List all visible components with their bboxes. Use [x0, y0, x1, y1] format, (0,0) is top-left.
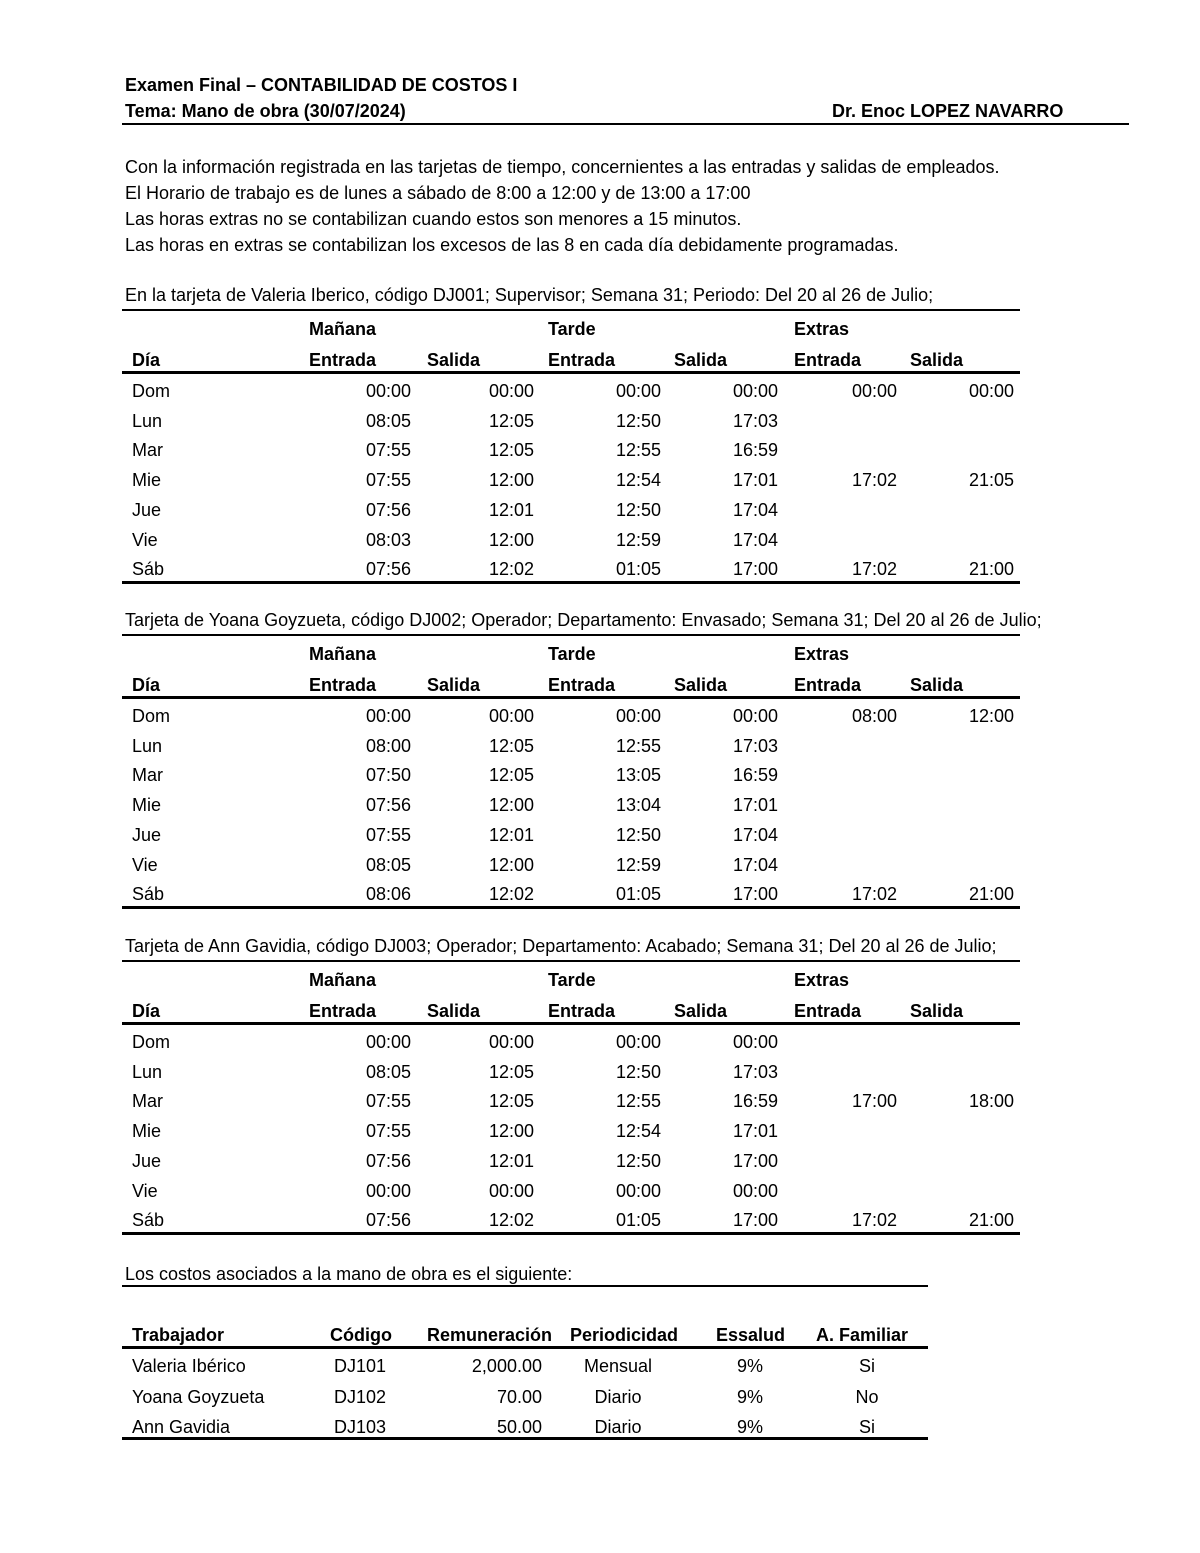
time-cell: 07:55 [365, 440, 411, 461]
col-header-dia: Día [132, 350, 161, 370]
col-header-entrada: Entrada [794, 1001, 862, 1021]
costs-cell: 70.00 [496, 1386, 542, 1407]
intro-line: Las horas extras no se contabilizan cuando estos son menores a 15 minutos. [125, 209, 742, 229]
time-cell: 17:04 [732, 529, 778, 550]
time-cell: 17:02 [851, 1210, 897, 1231]
time-cell: 16:59 [732, 765, 778, 786]
card-header-rule [122, 696, 1020, 699]
day-cell: Jue [132, 499, 162, 520]
col-header-dia: Día [132, 675, 161, 695]
costs-header-rule [122, 1346, 928, 1349]
time-cell: 17:00 [732, 1150, 778, 1171]
col-header-salida: Salida [674, 1001, 728, 1021]
exam-author: Dr. Enoc LOPEZ NAVARRO [832, 101, 1064, 121]
time-cell: 17:04 [732, 824, 778, 845]
day-cell: Lun [132, 735, 163, 756]
time-cell: 08:05 [365, 854, 411, 875]
group-header-manana: Mañana [309, 319, 377, 339]
time-cell: 17:00 [732, 884, 778, 905]
group-header-tarde: Tarde [548, 319, 596, 339]
col-header-salida: Salida [427, 1001, 481, 1021]
time-cell: 12:50 [615, 1150, 661, 1171]
time-cell: 12:05 [488, 1061, 534, 1082]
costs-cell: 50.00 [496, 1417, 542, 1437]
costs-cell: DJ101 [334, 1356, 387, 1376]
card-caption: Tarjeta de Yoana Goyzueta, código DJ002; Operador; Departamento: Envasado; Semana 31; Del 20 al 26 de Julio; [125, 610, 1042, 630]
time-cell: 17:00 [851, 1091, 897, 1112]
costs-cell: 9% [736, 1417, 763, 1437]
time-cell: 00:00 [615, 706, 661, 726]
time-cell: 18:00 [968, 1091, 1014, 1112]
time-cell: 17:01 [732, 1121, 778, 1142]
time-cell: 17:04 [732, 854, 778, 875]
time-cell: 17:02 [851, 884, 897, 905]
time-cell: 07:56 [365, 1210, 411, 1231]
time-cell: 12:55 [615, 440, 661, 461]
costs-cell: Valeria Ibérico [132, 1356, 246, 1376]
card-bottom-rule [122, 906, 1020, 909]
costs-cell: Si [858, 1356, 875, 1376]
time-cell: 00:00 [615, 1032, 661, 1052]
header-divider [122, 123, 1129, 125]
time-cell: 12:01 [488, 499, 534, 520]
time-cell: 17:04 [732, 499, 778, 520]
costs-cell: Mensual [583, 1356, 653, 1376]
time-cell: 07:55 [365, 824, 411, 845]
group-header-manana: Mañana [309, 970, 377, 990]
col-header-salida: Salida [427, 675, 481, 695]
time-cell: 00:00 [615, 381, 661, 401]
day-cell: Mie [132, 470, 162, 491]
costs-col-header: Código [330, 1325, 392, 1345]
day-cell: Sáb [132, 559, 165, 580]
time-cell: 13:04 [615, 795, 661, 816]
intro-line: El Horario de trabajo es de lunes a sábado de 8:00 a 12:00 y de 13:00 a 17:00 [125, 183, 751, 203]
time-cell: 12:05 [488, 765, 534, 786]
col-header-entrada: Entrada [794, 350, 862, 370]
time-cell: 00:00 [851, 381, 897, 401]
time-cell: 08:05 [365, 1061, 411, 1082]
costs-col-header: Remuneración [427, 1325, 553, 1345]
time-cell: 12:50 [615, 499, 661, 520]
time-cell: 17:01 [732, 470, 778, 491]
col-header-entrada: Entrada [309, 1001, 377, 1021]
day-cell: Mie [132, 795, 162, 816]
time-cell: 08:05 [365, 410, 411, 431]
time-cell: 00:00 [365, 381, 411, 401]
time-cell: 12:54 [615, 470, 661, 491]
costs-cell: Diario [594, 1417, 642, 1437]
time-cell: 12:05 [488, 735, 534, 756]
costs-cell: DJ102 [334, 1386, 387, 1407]
group-header-extras: Extras [794, 644, 850, 664]
time-cell: 12:02 [488, 1210, 534, 1231]
time-cell: 00:00 [488, 1032, 534, 1052]
time-cell: 07:56 [365, 1150, 411, 1171]
time-cell: 07:50 [365, 765, 411, 786]
col-header-salida: Salida [910, 1001, 964, 1021]
time-cell: 12:00 [488, 529, 534, 550]
time-cell: 08:00 [851, 706, 897, 726]
day-cell: Lun [132, 410, 163, 431]
time-cell: 12:50 [615, 1061, 661, 1082]
costs-cell: No [855, 1386, 879, 1407]
costs-col-header: A. Familiar [816, 1325, 909, 1345]
time-cell: 07:56 [365, 795, 411, 816]
col-header-salida: Salida [427, 350, 481, 370]
group-header-tarde: Tarde [548, 644, 596, 664]
group-header-extras: Extras [794, 970, 850, 990]
time-cell: 01:05 [615, 884, 661, 905]
time-cell: 12:02 [488, 559, 534, 580]
time-cell: 07:55 [365, 470, 411, 491]
time-cell: 07:56 [365, 559, 411, 580]
costs-cell: Diario [594, 1386, 642, 1407]
time-cell: 12:50 [615, 410, 661, 431]
col-header-entrada: Entrada [309, 675, 377, 695]
time-cell: 12:05 [488, 410, 534, 431]
day-cell: Mar [132, 1091, 163, 1112]
day-cell: Sáb [132, 884, 165, 905]
col-header-entrada: Entrada [548, 350, 616, 370]
day-cell: Vie [132, 1180, 158, 1201]
day-cell: Lun [132, 1061, 163, 1082]
time-cell: 00:00 [732, 706, 778, 726]
time-cell: 00:00 [488, 1180, 534, 1201]
costs-cell: 9% [736, 1356, 763, 1376]
time-cell: 17:00 [732, 1210, 778, 1231]
col-header-entrada: Entrada [548, 675, 616, 695]
day-cell: Mar [132, 765, 163, 786]
time-cell: 12:54 [615, 1121, 661, 1142]
group-header-tarde: Tarde [548, 970, 596, 990]
time-cell: 12:50 [615, 824, 661, 845]
col-header-entrada: Entrada [309, 350, 377, 370]
time-cell: 17:03 [732, 735, 778, 756]
time-cell: 17:00 [732, 559, 778, 580]
col-header-salida: Salida [910, 675, 964, 695]
time-cell: 00:00 [365, 706, 411, 726]
col-header-salida: Salida [674, 675, 728, 695]
time-cell: 00:00 [968, 381, 1014, 401]
day-cell: Mar [132, 440, 163, 461]
col-header-entrada: Entrada [548, 1001, 616, 1021]
costs-cell: Si [858, 1417, 875, 1437]
costs-cell: Ann Gavidia [132, 1417, 231, 1437]
card-header-rule [122, 371, 1020, 374]
day-cell: Jue [132, 1150, 162, 1171]
costs-bottom-rule [122, 1437, 928, 1440]
col-header-dia: Día [132, 1001, 161, 1021]
time-cell: 12:00 [488, 854, 534, 875]
card-bottom-rule [122, 581, 1020, 584]
time-cell: 00:00 [488, 381, 534, 401]
card-caption-rule [122, 634, 1020, 636]
time-cell: 12:00 [488, 795, 534, 816]
time-cell: 12:00 [968, 706, 1014, 726]
card-caption-rule [122, 309, 1020, 311]
time-cell: 17:02 [851, 559, 897, 580]
card-bottom-rule [122, 1232, 1020, 1235]
card-header-rule [122, 1022, 1020, 1025]
card-caption-rule [122, 960, 1020, 962]
time-cell: 07:56 [365, 499, 411, 520]
time-cell: 21:05 [968, 470, 1014, 491]
time-cell: 21:00 [968, 1210, 1014, 1231]
costs-caption: Los costos asociados a la mano de obra es el siguiente: [125, 1264, 573, 1284]
day-cell: Dom [132, 706, 171, 726]
costs-cell: 9% [736, 1386, 763, 1407]
time-cell: 08:03 [365, 529, 411, 550]
time-cell: 01:05 [615, 1210, 661, 1231]
time-cell: 21:00 [968, 884, 1014, 905]
time-cell: 00:00 [488, 706, 534, 726]
time-cell: 13:05 [615, 765, 661, 786]
time-cell: 12:05 [488, 1091, 534, 1112]
time-cell: 08:06 [365, 884, 411, 905]
costs-cell: Yoana Goyzueta [132, 1386, 265, 1407]
costs-col-header: Trabajador [132, 1325, 225, 1345]
day-cell: Jue [132, 824, 162, 845]
time-cell: 08:00 [365, 735, 411, 756]
costs-cell: DJ103 [334, 1417, 387, 1437]
time-cell: 00:00 [732, 1180, 778, 1201]
time-cell: 17:02 [851, 470, 897, 491]
costs-col-header: Periodicidad [570, 1325, 679, 1345]
card-caption: Tarjeta de Ann Gavidia, código DJ003; Operador; Departamento: Acabado; Semana 31; Del 20 al 26 de Julio; [125, 936, 997, 956]
time-cell: 00:00 [732, 381, 778, 401]
time-cell: 21:00 [968, 559, 1014, 580]
time-cell: 01:05 [615, 559, 661, 580]
col-header-salida: Salida [910, 350, 964, 370]
time-cell: 00:00 [732, 1032, 778, 1052]
time-cell: 17:03 [732, 1061, 778, 1082]
time-cell: 12:00 [488, 470, 534, 491]
card-caption: En la tarjeta de Valeria Iberico, código DJ001; Supervisor; Semana 31; Periodo: Del 20 al 26 de Julio; [125, 285, 934, 305]
time-cell: 12:55 [615, 735, 661, 756]
costs-cell: 2,000.00 [471, 1356, 542, 1376]
exam-topic: Tema: Mano de obra (30/07/2024) [125, 101, 406, 121]
col-header-entrada: Entrada [794, 675, 862, 695]
time-cell: 12:01 [488, 1150, 534, 1171]
time-cell: 12:00 [488, 1121, 534, 1142]
time-cell: 00:00 [365, 1032, 411, 1052]
costs-caption-rule [122, 1285, 928, 1287]
time-cell: 12:59 [615, 854, 661, 875]
time-cell: 17:01 [732, 795, 778, 816]
group-header-manana: Mañana [309, 644, 377, 664]
time-cell: 07:55 [365, 1121, 411, 1142]
time-cell: 16:59 [732, 1091, 778, 1112]
day-cell: Dom [132, 381, 171, 401]
day-cell: Mie [132, 1121, 162, 1142]
day-cell: Vie [132, 529, 158, 550]
time-cell: 00:00 [365, 1180, 411, 1201]
intro-line: Las horas en extras se contabilizan los excesos de las 8 en cada día debidamente programadas. [125, 235, 899, 255]
time-cell: 00:00 [615, 1180, 661, 1201]
day-cell: Vie [132, 854, 158, 875]
time-cell: 12:01 [488, 824, 534, 845]
time-cell: 16:59 [732, 440, 778, 461]
time-cell: 17:03 [732, 410, 778, 431]
time-cell: 12:02 [488, 884, 534, 905]
time-cell: 12:55 [615, 1091, 661, 1112]
costs-col-header: Essalud [716, 1325, 786, 1345]
time-cell: 12:05 [488, 440, 534, 461]
exam-title: Examen Final – CONTABILIDAD DE COSTOS I [125, 75, 518, 95]
time-cell: 07:55 [365, 1091, 411, 1112]
group-header-extras: Extras [794, 319, 850, 339]
day-cell: Dom [132, 1032, 171, 1052]
day-cell: Sáb [132, 1210, 165, 1231]
col-header-salida: Salida [674, 350, 728, 370]
time-cell: 12:59 [615, 529, 661, 550]
intro-line: Con la información registrada en las tarjetas de tiempo, concernientes a las entradas y salidas de empleados. [125, 157, 1000, 177]
